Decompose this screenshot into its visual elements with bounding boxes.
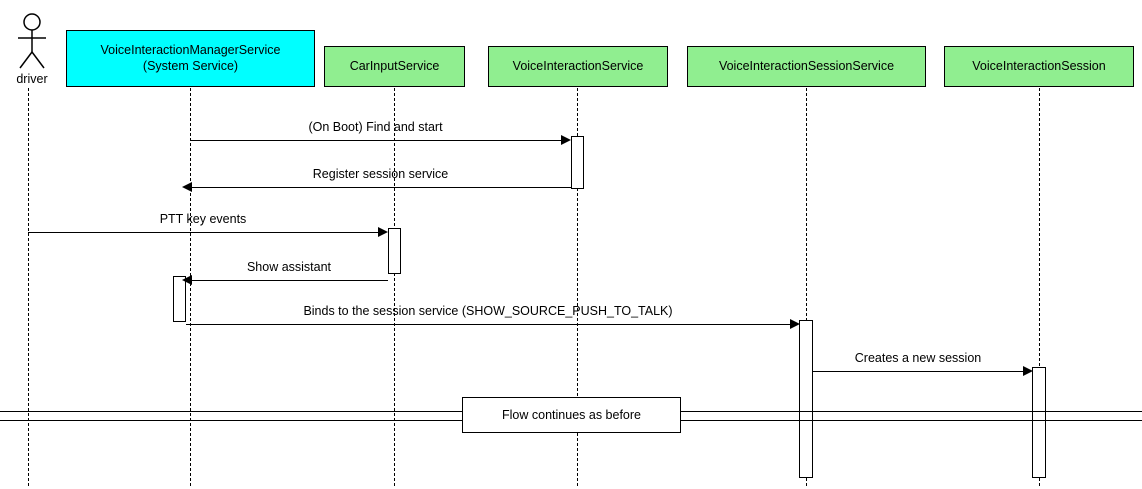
message-line-ptt-key-events: [28, 232, 378, 233]
lifeline-driver: [28, 88, 29, 486]
actor-driver: [8, 12, 56, 74]
message-line-creates-a-new-session: [813, 371, 1023, 372]
participant-label: VoiceInteractionSessionService: [718, 58, 895, 73]
flow-continues-note-label: Flow continues as before: [502, 408, 641, 422]
actor-driver-label: driver: [16, 72, 48, 86]
participant-label: VoiceInteractionService: [512, 58, 644, 73]
lifeline-carinputservice: [394, 88, 395, 486]
participant-label-line1: VoiceInteractionManagerService: [100, 42, 281, 57]
activation-voiceinteractionsessionservice: [799, 320, 813, 478]
message-line-show-assistant: [190, 280, 388, 281]
participant-voiceinteractionmanagerservice[interactable]: [66, 30, 315, 87]
message-label-creates-a-new-session: Creates a new session: [854, 351, 982, 365]
flow-continues-note: [462, 397, 681, 433]
participant-label: CarInputService: [349, 58, 440, 73]
stick-figure-actor-icon: [8, 12, 56, 74]
message-label-on-boot-find-and-start: (On Boot) Find and start: [308, 120, 443, 134]
arrow-head-creates-a-new-session: [1023, 366, 1033, 376]
participant-label: VoiceInteractionSession: [972, 58, 1106, 73]
message-line-register-session-service: [190, 187, 571, 188]
participant-voiceinteractionsession[interactable]: [944, 46, 1134, 87]
activation-carinputservice: [388, 228, 401, 274]
participant-carinputservice[interactable]: [324, 46, 465, 87]
message-label-show-assistant: Show assistant: [246, 260, 332, 274]
arrow-head-show-assistant: [182, 275, 192, 285]
arrow-head-ptt-key-events: [378, 227, 388, 237]
message-line-on-boot-find-and-start: [190, 140, 561, 141]
activation-voiceinteractionservice: [571, 136, 584, 189]
message-line-binds-to-session-service: [186, 324, 790, 325]
participant-voiceinteractionservice[interactable]: [488, 46, 668, 87]
participant-label-line2: (System Service): [142, 58, 239, 73]
arrow-head-binds-to-session-service: [790, 319, 800, 329]
participant-voiceinteractionsessionservice[interactable]: [687, 46, 926, 87]
lifeline-voiceinteractionmanagerservice: [190, 88, 191, 486]
arrow-head-on-boot-find-and-start: [561, 135, 571, 145]
activation-voiceinteractionsession: [1032, 367, 1046, 478]
message-label-binds-to-session-service: Binds to the session service (SHOW_SOURCE_PUSH_TO_TALK): [303, 304, 673, 318]
message-label-register-session-service: Register session service: [312, 167, 449, 181]
message-label-ptt-key-events: PTT key events: [159, 212, 247, 226]
arrow-head-register-session-service: [182, 182, 192, 192]
